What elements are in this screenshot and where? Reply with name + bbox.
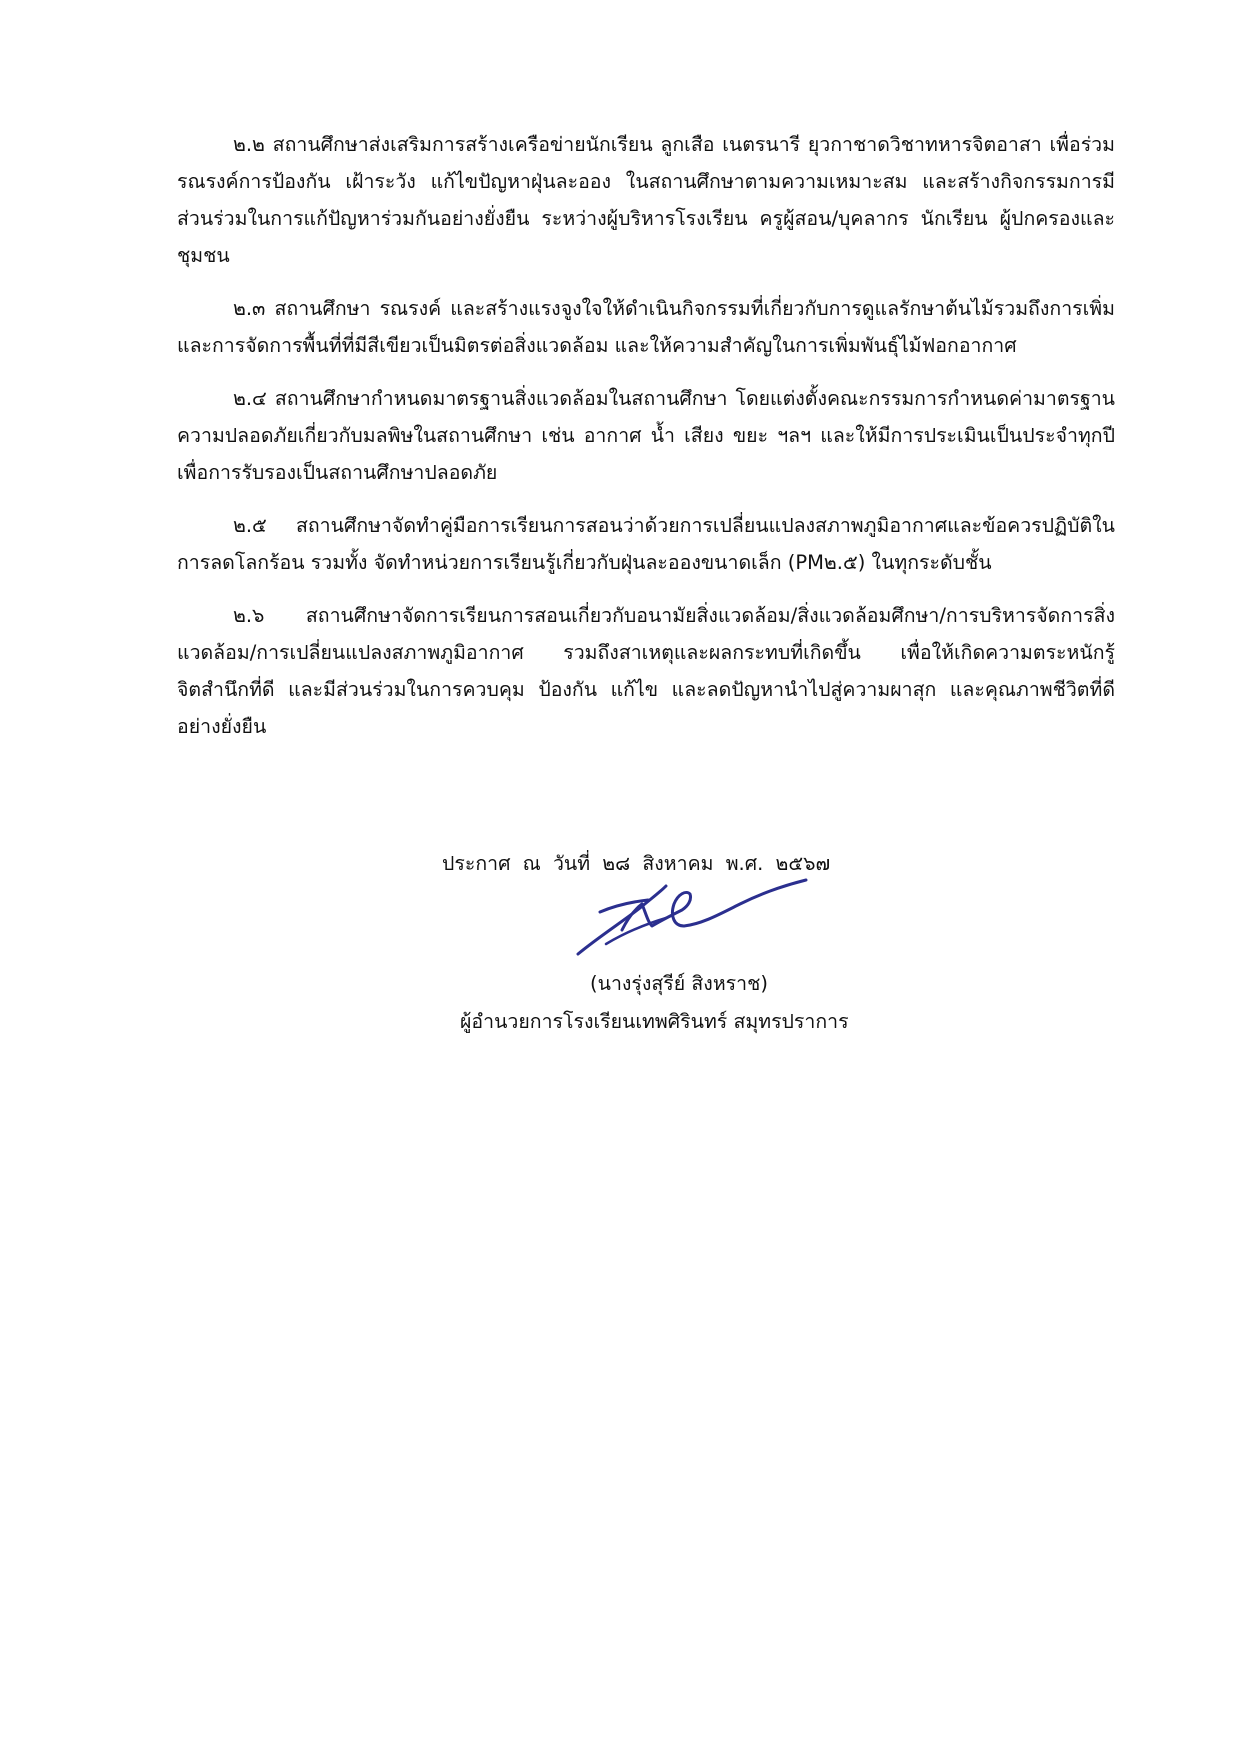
signer-name: (นางรุ่งสุรีย์ สิงหราช) [590,972,768,995]
signer-title: ผู้อำนวยการโรงเรียนเทพศิรินทร์ สมุทรปราการ [460,1010,849,1033]
announcement-date: ประกาศ ณ วันที่ ๒๘ สิงหาคม พ.ศ. ๒๕๖๗ [442,852,831,875]
paragraph-2-5: ๒.๕ สถานศึกษาจัดทำคู่มือการเรียนการสอนว่าด้วยการเปลี่ยนแปลงสภาพภูมิอากาศและข้อควรปฏิบัติในการลดโลกร้อน รวมทั้ง จัดทำหน่วยการเรียนรู้เกี่ยวกับฝุ่นละอองขนาดเล็ก (PM๒.๕) ในทุกระดับชั้น [177,514,1115,574]
signature-block [380,848,900,1048]
paragraph-2-2: ๒.๒ สถานศึกษาส่งเสริมการสร้างเครือข่ายนักเรียน ลูกเสือ เนตรนารี ยุวกาชาดวิชาทหารจิตอาสา เพื่อร่วมรณรงค์การป้องกัน เฝ้าระวัง แก้ไขปัญหาฝุ่นละออง ในสถานศึกษาตามความเหมาะสม และสร้างกิจกรรมการมีส่วนร่วมในการแก้ปัญหาร่วมกันอย่างยั่งยืน ระหว่างผู้บริหารโรงเรียน ครูผู้สอน/บุคลากร นักเรียน ผู้ปกครองและชุมชน [177,133,1115,267]
paragraph-2-6: ๒.๖ สถานศึกษาจัดการเรียนการสอนเกี่ยวกับอนามัยสิ่งแวดล้อม/สิ่งแวดล้อมศึกษา/การบริหารจัดการสิ่งแวดล้อม/การเปลี่ยนแปลงสภาพภูมิอากาศ รวมถึงสาเหตุและผลกระทบที่เกิดขึ้น เพื่อให้เกิดความตระหนักรู้จิตสำนึกที่ดี และมีส่วนร่วมในการควบคุม ป้องกัน แก้ไข และลดปัญหานำไปสู่ความผาสุก และคุณภาพชีวิตที่ดีอย่างยั่งยืน [177,604,1115,738]
paragraph-2-4: ๒.๔ สถานศึกษากำหนดมาตรฐานสิ่งแวดล้อมในสถานศึกษา โดยแต่งตั้งคณะกรรมการกำหนดค่ามาตรฐานความปลอดภัยเกี่ยวกับมลพิษในสถานศึกษา เช่น อากาศ น้ำ เสียง ขยะ ฯลฯ และให้มีการประเมินเป็นประจำทุกปี เพื่อการรับรองเป็นสถานศึกษาปลอดภัย [177,387,1115,484]
signature-icon [570,874,810,964]
document-body [177,126,1115,761]
paragraph-2-3: ๒.๓ สถานศึกษา รณรงค์ และสร้างแรงจูงใจให้ดำเนินกิจกรรมที่เกี่ยวกับการดูแลรักษาต้นไม้รวมถึงการเพิ่ม และการจัดการพื้นที่ที่มีสีเขียวเป็นมิตรต่อสิ่งแวดล้อม และให้ความสำคัญในการเพิ่มพันธุ์ไม้ฟอกอากาศ [177,297,1115,357]
